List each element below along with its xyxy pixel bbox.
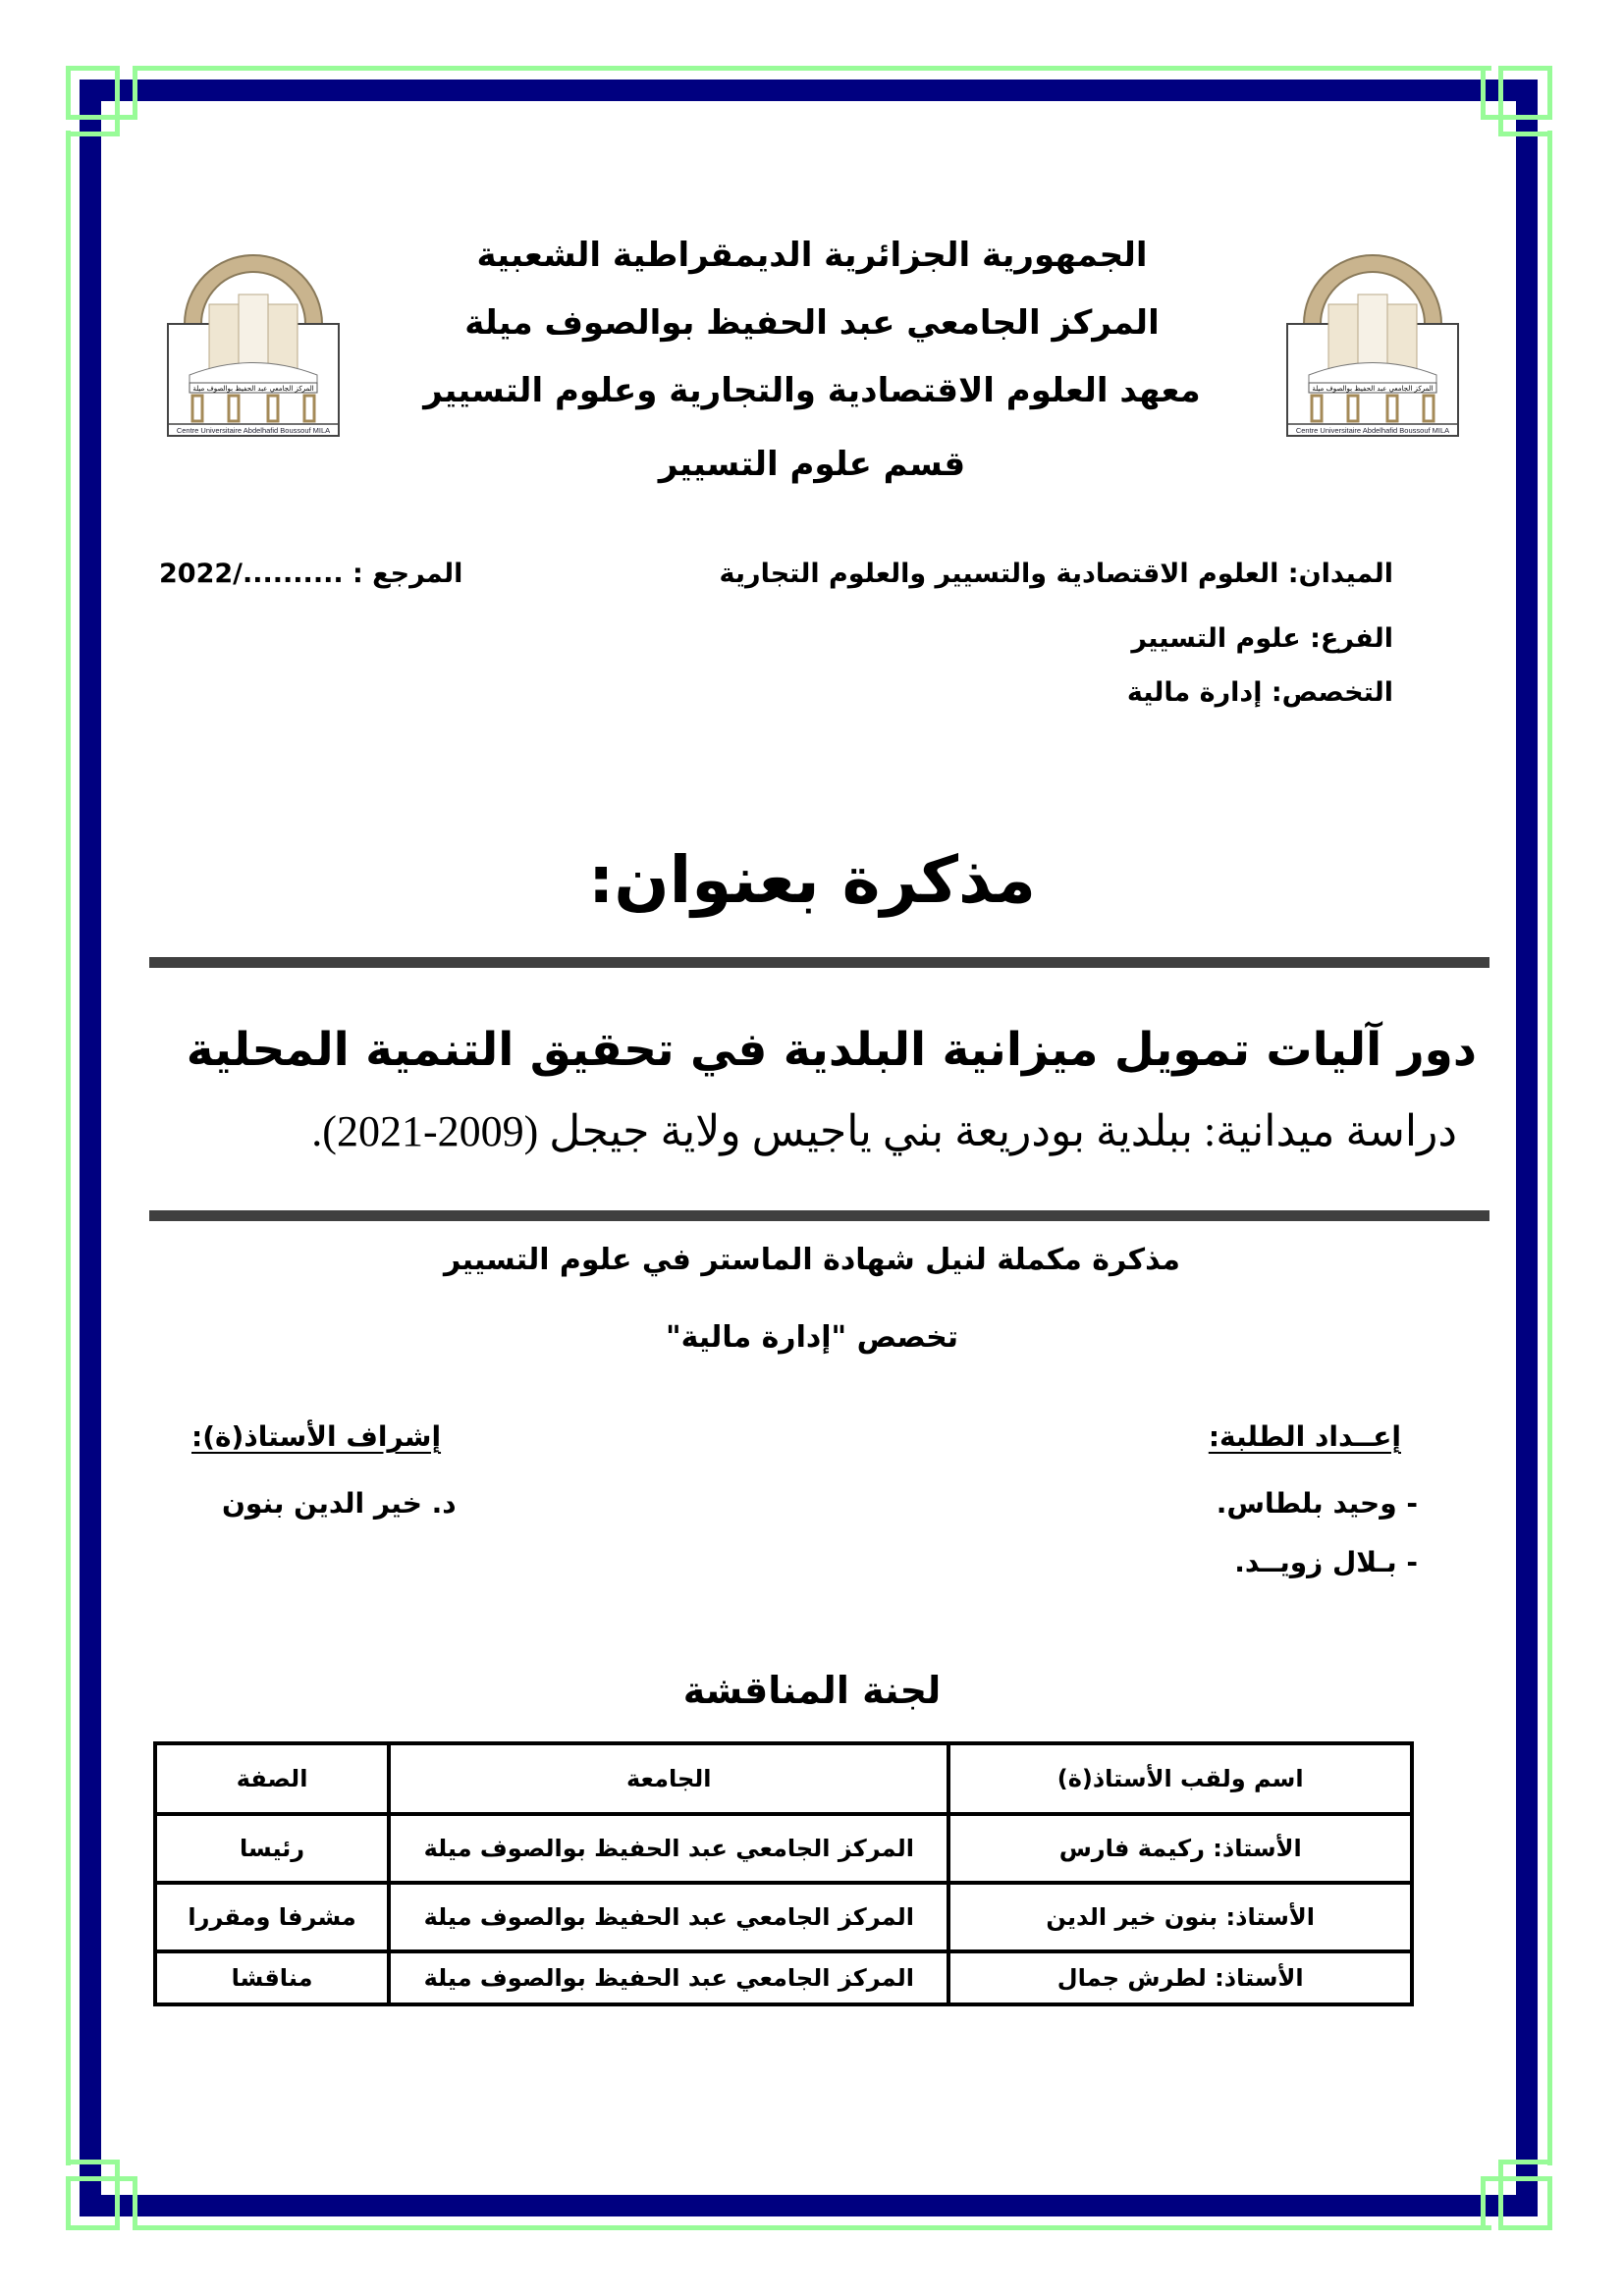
jury-member-university: المركز الجامعي عبد الحفيظ بوالصوف ميلة — [389, 1814, 948, 1883]
frame-bottom — [80, 2195, 1538, 2216]
supervisor-name: د. خير الدين بنون — [222, 1487, 457, 1520]
supervisor-label: إشراف الأستاذ(ة): — [191, 1420, 442, 1453]
corner-br-c — [1498, 2160, 1552, 2230]
reference-number: المرجع : ........../2022 — [159, 559, 463, 589]
jury-member-name: الأستاذ: لطرش جمال — [948, 1951, 1412, 2004]
thesis-subtitle: دراسة ميدانية: ببلدية بودريعة بني ياجيس ولاية جيجل (2009-2021). — [311, 1107, 1457, 1155]
logo-image — [160, 247, 347, 444]
jury-member-role: مناقشا — [155, 1951, 389, 2004]
field-branch: الفرع: علوم التسيير — [1131, 623, 1393, 654]
jury-member-name: الأستاذ: بنون خير الدين — [948, 1883, 1412, 1951]
field-specialty: التخصص: إدارة مالية — [1126, 677, 1393, 708]
header-department: قسم علوم التسيير — [658, 445, 966, 484]
student-name: - بـلال زويــد. — [1234, 1546, 1418, 1578]
frame-green-bottom — [134, 2225, 1491, 2230]
field-domain: الميدان: العلوم الاقتصادية والتسيير والعلوم التجارية — [719, 559, 1393, 589]
frame-green-top — [134, 66, 1491, 71]
jury-member-university: المركز الجامعي عبد الحفيظ بوالصوف ميلة — [389, 1883, 948, 1951]
frame-top — [80, 80, 1538, 101]
table-row — [155, 1951, 1412, 2004]
thesis-title: دور آليات تمويل ميزانية البلدية في تحقيق التنمية المحلية — [186, 1023, 1477, 1077]
jury-table — [153, 1741, 1414, 2006]
corner-bl-c — [66, 2160, 120, 2230]
column-header-role: الصفة — [155, 1743, 389, 1814]
logo-arabic-text: المركز الجامعي عبد الحفيظ بوالصوف ميلة — [1312, 385, 1434, 393]
degree-line: مذكرة مكملة لنيل شهادة الماستر في علوم التسيير — [444, 1243, 1180, 1277]
table-row — [155, 1883, 1412, 1951]
table-row — [155, 1814, 1412, 1883]
table-header-row — [155, 1743, 1412, 1814]
jury-member-university: المركز الجامعي عبد الحفيظ بوالصوف ميلة — [389, 1951, 948, 2004]
rule-bottom — [149, 1210, 1489, 1221]
jury-title: لجنة المناقشة — [682, 1669, 942, 1712]
jury-member-name: الأستاذ: ركيمة فارس — [948, 1814, 1412, 1883]
rule-top — [149, 957, 1489, 968]
column-header-name: اسم ولقب الأستاذ(ة) — [948, 1743, 1412, 1814]
logo-image — [1279, 247, 1466, 444]
students-label: إعــداد الطلبة: — [1208, 1420, 1401, 1453]
specialty-line: تخصص "إدارة مالية" — [665, 1320, 958, 1355]
frame-green-left — [66, 131, 71, 2165]
corner-tr-c — [1498, 66, 1552, 136]
corner-tl-c — [66, 66, 120, 136]
logo-arabic-text: المركز الجامعي عبد الحفيظ بوالصوف ميلة — [192, 385, 314, 393]
header-university: المركز الجامعي عبد الحفيظ بوالصوف ميلة — [464, 303, 1160, 343]
student-name: - وحيد بلطاس. — [1216, 1487, 1418, 1520]
frame-green-right — [1547, 131, 1552, 2165]
header-institute: معهد العلوم الاقتصادية والتجارية وعلوم التسيير — [423, 371, 1201, 410]
university-logo-right — [1279, 247, 1466, 444]
memo-label: مذكرة بعنوان: — [587, 842, 1037, 918]
university-logo-left — [160, 247, 347, 444]
jury-member-role: رئيسا — [155, 1814, 389, 1883]
column-header-university: الجامعة — [389, 1743, 948, 1814]
jury-member-role: مشرفا ومقررا — [155, 1883, 389, 1951]
logo-caption: Centre Universitaire Abdelhafid Boussouf MILA — [1295, 426, 1450, 435]
logo-caption: Centre Universitaire Abdelhafid Boussouf MILA — [176, 426, 331, 435]
header-republic: الجمهورية الجزائرية الديمقراطية الشعبية — [476, 236, 1148, 275]
